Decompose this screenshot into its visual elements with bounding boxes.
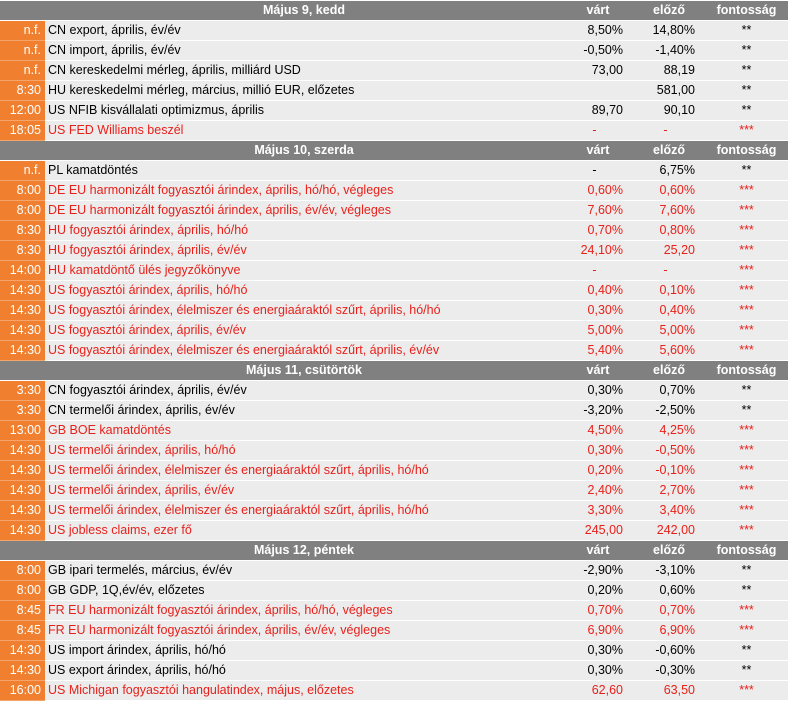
event-time: 8:45 xyxy=(0,601,45,621)
event-time: 14:30 xyxy=(0,501,45,521)
event-time: 13:00 xyxy=(0,421,45,441)
expected-value: -0,50% xyxy=(563,41,633,61)
day-header-time-cell xyxy=(0,141,45,161)
expected-value: 24,10% xyxy=(563,241,633,261)
previous-value: -1,40% xyxy=(633,41,705,61)
event-name: DE EU harmonizált fogyasztói árindex, április, hó/hó, végleges xyxy=(45,181,563,201)
event-name: US FED Williams beszél xyxy=(45,121,563,141)
importance-stars: ** xyxy=(705,21,788,41)
event-name: PL kamatdöntés xyxy=(45,161,563,181)
previous-value: 242,00 xyxy=(633,521,705,541)
importance-stars: *** xyxy=(705,521,788,541)
event-row xyxy=(0,621,788,641)
previous-value: 0,60% xyxy=(633,181,705,201)
event-time: 18:05 xyxy=(0,121,45,141)
event-row xyxy=(0,121,788,141)
event-time: 8:00 xyxy=(0,581,45,601)
event-time: 8:45 xyxy=(0,621,45,641)
event-time: 3:30 xyxy=(0,381,45,401)
event-name: HU kereskedelmi mérleg, március, millió EUR, előzetes xyxy=(45,81,563,101)
expected-value: -3,20% xyxy=(563,401,633,421)
importance-stars: *** xyxy=(705,201,788,221)
previous-value: 0,60% xyxy=(633,581,705,601)
event-row xyxy=(0,201,788,221)
calendar-body xyxy=(0,1,788,701)
importance-stars: *** xyxy=(705,421,788,441)
expected-value: 7,60% xyxy=(563,201,633,221)
event-name: CN kereskedelmi mérleg, április, milliárd USD xyxy=(45,61,563,81)
event-row xyxy=(0,321,788,341)
event-time: 14:30 xyxy=(0,321,45,341)
previous-value: -0,60% xyxy=(633,641,705,661)
column-header-previous: előző xyxy=(633,541,705,561)
event-name: US Michigan fogyasztói hangulatindex, május, előzetes xyxy=(45,681,563,701)
event-time: n.f. xyxy=(0,61,45,81)
event-time: 8:30 xyxy=(0,221,45,241)
expected-value: 4,50% xyxy=(563,421,633,441)
importance-stars: *** xyxy=(705,341,788,361)
previous-value: -2,50% xyxy=(633,401,705,421)
importance-stars: *** xyxy=(705,181,788,201)
importance-stars: *** xyxy=(705,461,788,481)
event-name: GB GDP, 1Q,év/év, előzetes xyxy=(45,581,563,601)
day-header-time-cell xyxy=(0,361,45,381)
expected-value: 245,00 xyxy=(563,521,633,541)
previous-value: 0,80% xyxy=(633,221,705,241)
event-row xyxy=(0,41,788,61)
event-name: FR EU harmonizált fogyasztói árindex, április, év/év, végleges xyxy=(45,621,563,641)
column-header-importance: fontosság xyxy=(705,361,788,381)
previous-value: 90,10 xyxy=(633,101,705,121)
event-time: 8:30 xyxy=(0,241,45,261)
event-name: US NFIB kisvállalati optimizmus, április xyxy=(45,101,563,121)
importance-stars: *** xyxy=(705,221,788,241)
column-header-expected: várt xyxy=(563,1,633,21)
previous-value: 5,60% xyxy=(633,341,705,361)
event-name: US termelői árindex, élelmiszer és energiaáraktól szűrt, április, hó/hó xyxy=(45,461,563,481)
expected-value: 2,40% xyxy=(563,481,633,501)
column-header-expected: várt xyxy=(563,541,633,561)
importance-stars: *** xyxy=(705,261,788,281)
event-name: FR EU harmonizált fogyasztói árindex, április, hó/hó, végleges xyxy=(45,601,563,621)
importance-stars: ** xyxy=(705,561,788,581)
day-title: Május 9, kedd xyxy=(45,1,563,21)
event-row xyxy=(0,581,788,601)
event-name: US fogyasztói árindex, élelmiszer és energiaáraktól szűrt, április, év/év xyxy=(45,341,563,361)
event-time: 8:30 xyxy=(0,81,45,101)
importance-stars: ** xyxy=(705,61,788,81)
expected-value: 0,30% xyxy=(563,641,633,661)
importance-stars: ** xyxy=(705,581,788,601)
importance-stars: *** xyxy=(705,301,788,321)
expected-value: 0,30% xyxy=(563,441,633,461)
event-name: CN fogyasztói árindex, április, év/év xyxy=(45,381,563,401)
day-header-time-cell xyxy=(0,1,45,21)
event-time: 14:30 xyxy=(0,661,45,681)
expected-value xyxy=(563,81,633,101)
expected-value: 89,70 xyxy=(563,101,633,121)
day-header-row xyxy=(0,361,788,381)
event-row xyxy=(0,421,788,441)
column-header-expected: várt xyxy=(563,141,633,161)
expected-value: 8,50% xyxy=(563,21,633,41)
event-row xyxy=(0,101,788,121)
expected-value: 0,30% xyxy=(563,661,633,681)
previous-value: -3,10% xyxy=(633,561,705,581)
previous-value: 4,25% xyxy=(633,421,705,441)
previous-value: 0,10% xyxy=(633,281,705,301)
event-name: HU fogyasztói árindex, április, év/év xyxy=(45,241,563,261)
event-row xyxy=(0,21,788,41)
column-header-importance: fontosság xyxy=(705,1,788,21)
event-row xyxy=(0,61,788,81)
event-row xyxy=(0,241,788,261)
column-header-previous: előző xyxy=(633,361,705,381)
event-time: 14:30 xyxy=(0,301,45,321)
event-row xyxy=(0,641,788,661)
expected-value: 0,60% xyxy=(563,181,633,201)
importance-stars: ** xyxy=(705,381,788,401)
event-time: 14:00 xyxy=(0,261,45,281)
importance-stars: *** xyxy=(705,501,788,521)
event-name: CN export, április, év/év xyxy=(45,21,563,41)
event-row xyxy=(0,181,788,201)
event-time: 14:30 xyxy=(0,281,45,301)
event-time: 14:30 xyxy=(0,341,45,361)
importance-stars: *** xyxy=(705,241,788,261)
importance-stars: *** xyxy=(705,121,788,141)
expected-value: 0,30% xyxy=(563,301,633,321)
previous-value: 6,75% xyxy=(633,161,705,181)
column-header-importance: fontosság xyxy=(705,141,788,161)
expected-value: 0,20% xyxy=(563,461,633,481)
previous-value: 6,90% xyxy=(633,621,705,641)
importance-stars: *** xyxy=(705,621,788,641)
event-name: GB ipari termelés, március, év/év xyxy=(45,561,563,581)
expected-value: 0,30% xyxy=(563,381,633,401)
event-row xyxy=(0,341,788,361)
event-row xyxy=(0,161,788,181)
expected-value: -2,90% xyxy=(563,561,633,581)
event-time: 14:30 xyxy=(0,461,45,481)
event-row xyxy=(0,601,788,621)
event-time: n.f. xyxy=(0,41,45,61)
previous-value: 0,40% xyxy=(633,301,705,321)
event-name: GB BOE kamatdöntés xyxy=(45,421,563,441)
importance-stars: ** xyxy=(705,101,788,121)
event-name: US fogyasztói árindex, április, hó/hó xyxy=(45,281,563,301)
event-row xyxy=(0,441,788,461)
event-time: 16:00 xyxy=(0,681,45,701)
importance-stars: ** xyxy=(705,161,788,181)
event-name: CN termelői árindex, április, év/év xyxy=(45,401,563,421)
event-time: 3:30 xyxy=(0,401,45,421)
event-name: US termelői árindex, élelmiszer és energiaáraktól szűrt, április, hó/hó xyxy=(45,501,563,521)
event-name: US jobless claims, ezer fő xyxy=(45,521,563,541)
event-name: US fogyasztói árindex, április, év/év xyxy=(45,321,563,341)
previous-value: 5,00% xyxy=(633,321,705,341)
previous-value: - xyxy=(633,261,705,281)
expected-value: 6,90% xyxy=(563,621,633,641)
day-header-time-cell xyxy=(0,541,45,561)
expected-value: 62,60 xyxy=(563,681,633,701)
event-time: 8:00 xyxy=(0,181,45,201)
event-row xyxy=(0,461,788,481)
expected-value: 0,20% xyxy=(563,581,633,601)
event-row xyxy=(0,261,788,281)
expected-value: 5,00% xyxy=(563,321,633,341)
event-row xyxy=(0,561,788,581)
previous-value: 7,60% xyxy=(633,201,705,221)
previous-value: 0,70% xyxy=(633,601,705,621)
previous-value: 0,70% xyxy=(633,381,705,401)
expected-value: - xyxy=(563,161,633,181)
expected-value: 73,00 xyxy=(563,61,633,81)
event-name: US termelői árindex, április, hó/hó xyxy=(45,441,563,461)
column-header-importance: fontosság xyxy=(705,541,788,561)
previous-value: - xyxy=(633,121,705,141)
event-time: 14:30 xyxy=(0,641,45,661)
event-time: 14:30 xyxy=(0,521,45,541)
event-row xyxy=(0,521,788,541)
event-time: n.f. xyxy=(0,161,45,181)
column-header-expected: várt xyxy=(563,361,633,381)
day-title: Május 12, péntek xyxy=(45,541,563,561)
importance-stars: *** xyxy=(705,281,788,301)
event-row xyxy=(0,81,788,101)
event-row xyxy=(0,301,788,321)
event-row xyxy=(0,381,788,401)
event-row xyxy=(0,481,788,501)
expected-value: 0,70% xyxy=(563,221,633,241)
event-row xyxy=(0,221,788,241)
day-title: Május 11, csütörtök xyxy=(45,361,563,381)
importance-stars: *** xyxy=(705,321,788,341)
importance-stars: ** xyxy=(705,41,788,61)
importance-stars: ** xyxy=(705,81,788,101)
previous-value: 3,40% xyxy=(633,501,705,521)
previous-value: 14,80% xyxy=(633,21,705,41)
event-row xyxy=(0,501,788,521)
event-name: CN import, április, év/év xyxy=(45,41,563,61)
previous-value: 2,70% xyxy=(633,481,705,501)
event-name: US export árindex, április, hó/hó xyxy=(45,661,563,681)
event-row xyxy=(0,281,788,301)
event-row xyxy=(0,681,788,701)
event-name: DE EU harmonizált fogyasztói árindex, április, év/év, végleges xyxy=(45,201,563,221)
column-header-previous: előző xyxy=(633,1,705,21)
previous-value: 63,50 xyxy=(633,681,705,701)
importance-stars: *** xyxy=(705,681,788,701)
expected-value: 0,40% xyxy=(563,281,633,301)
event-time: 8:00 xyxy=(0,201,45,221)
event-row xyxy=(0,661,788,681)
column-header-previous: előző xyxy=(633,141,705,161)
importance-stars: *** xyxy=(705,441,788,461)
day-header-row xyxy=(0,541,788,561)
event-name: HU kamatdöntő ülés jegyzőkönyve xyxy=(45,261,563,281)
previous-value: 25,20 xyxy=(633,241,705,261)
day-header-row xyxy=(0,1,788,21)
event-name: US import árindex, április, hó/hó xyxy=(45,641,563,661)
event-name: US termelői árindex, április, év/év xyxy=(45,481,563,501)
event-name: US fogyasztói árindex, élelmiszer és energiaáraktól szűrt, április, hó/hó xyxy=(45,301,563,321)
expected-value: - xyxy=(563,121,633,141)
previous-value: 581,00 xyxy=(633,81,705,101)
event-name: HU fogyasztói árindex, április, hó/hó xyxy=(45,221,563,241)
event-time: 14:30 xyxy=(0,441,45,461)
expected-value: - xyxy=(563,261,633,281)
importance-stars: ** xyxy=(705,661,788,681)
event-time: 12:00 xyxy=(0,101,45,121)
expected-value: 0,70% xyxy=(563,601,633,621)
importance-stars: *** xyxy=(705,481,788,501)
importance-stars: ** xyxy=(705,641,788,661)
previous-value: -0,50% xyxy=(633,441,705,461)
event-time: 14:30 xyxy=(0,481,45,501)
expected-value: 3,30% xyxy=(563,501,633,521)
day-title: Május 10, szerda xyxy=(45,141,563,161)
importance-stars: ** xyxy=(705,401,788,421)
importance-stars: *** xyxy=(705,601,788,621)
event-time: 8:00 xyxy=(0,561,45,581)
previous-value: -0,30% xyxy=(633,661,705,681)
event-row xyxy=(0,401,788,421)
expected-value: 5,40% xyxy=(563,341,633,361)
previous-value: 88,19 xyxy=(633,61,705,81)
previous-value: -0,10% xyxy=(633,461,705,481)
day-header-row xyxy=(0,141,788,161)
event-time: n.f. xyxy=(0,21,45,41)
